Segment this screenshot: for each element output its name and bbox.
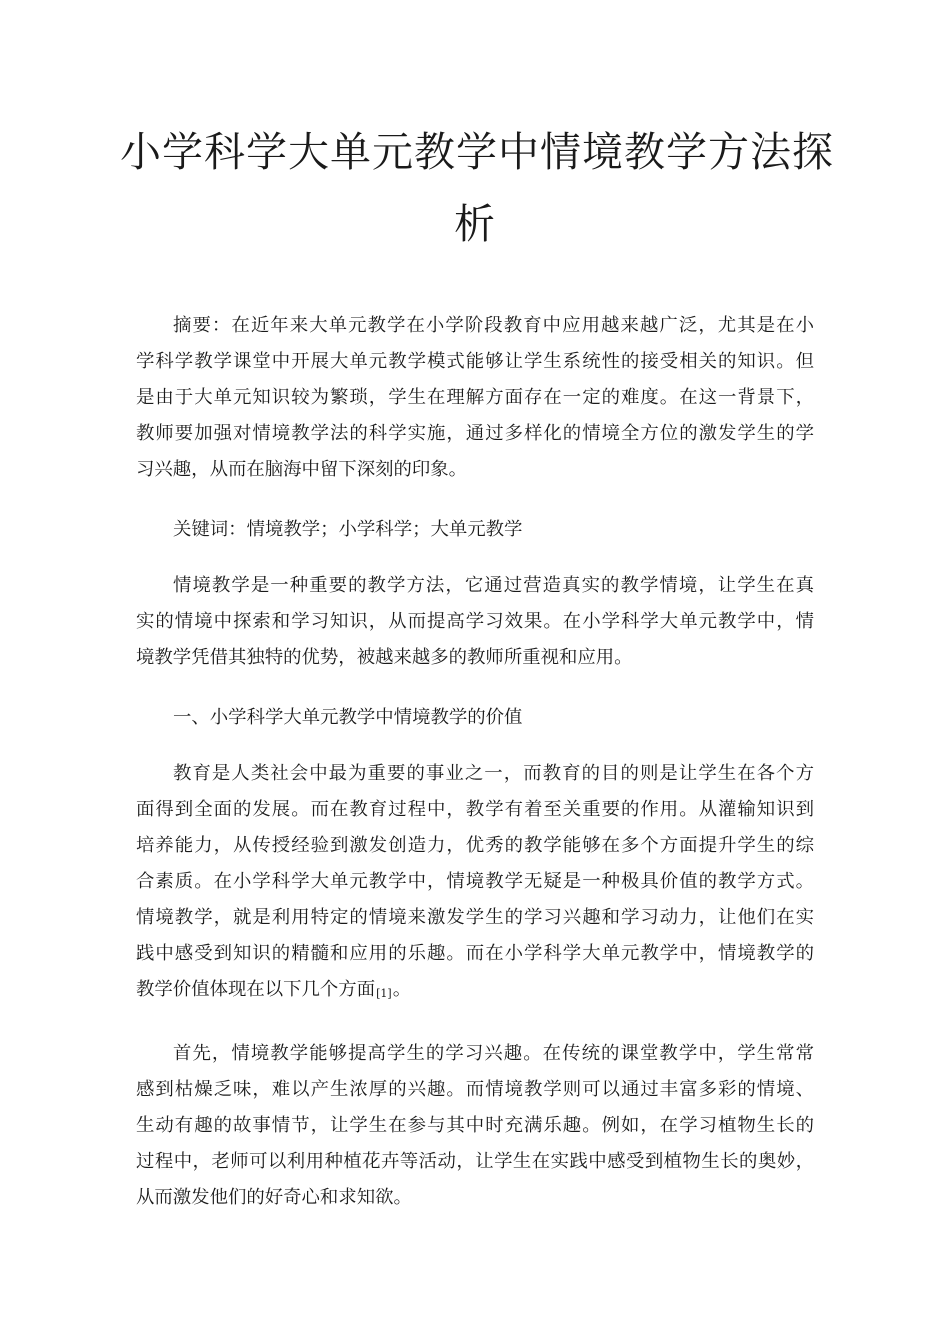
value-line: 合素质。在小学科学大单元教学中，情境教学无疑是一种极具价值的教学方式。 xyxy=(136,871,814,892)
section-heading-text: 一、小学科学大单元教学中情境教学的价值 xyxy=(173,707,523,728)
citation-ref: [1] xyxy=(376,987,392,1000)
value-line: 培养能力，从传授经验到激发创造力，优秀的教学能够在多个方面提升学生的综 xyxy=(136,835,814,856)
first-point-line: 感到枯燥乏味，难以产生浓厚的兴趣。而情境教学则可以通过丰富多彩的情境、 xyxy=(136,1079,814,1100)
document-title xyxy=(120,118,834,258)
intro-line: 实的情境中探索和学习知识，从而提高学习效果。在小学科学大单元教学中，情 xyxy=(136,611,814,632)
abstract-line: 是由于大单元知识较为繁琐，学生在理解方面存在一定的难度。在这一背景下， xyxy=(136,387,814,408)
value-line-last xyxy=(136,972,814,1008)
value-line: 情境教学，就是利用特定的情境来激发学生的学习兴趣和学习动力，让他们在实 xyxy=(136,907,814,928)
intro-paragraph xyxy=(136,568,814,676)
value-line-end: 。 xyxy=(392,979,412,1000)
value-line: 践中感受到知识的精髓和应用的乐趣。而在小学科学大单元教学中，情境教学的 xyxy=(136,943,814,964)
abstract-paragraph xyxy=(136,308,814,488)
first-point-line: 过程中，老师可以利用种植花卉等活动，让学生在实践中感受到植物生长的奥妙， xyxy=(136,1151,814,1172)
first-point-line: 首先，情境教学能够提高学生的学习兴趣。在传统的课堂教学中，学生常常 xyxy=(173,1043,814,1064)
intro-line: 境教学凭借其独特的优势，被越来越多的教师所重视和应用。 xyxy=(136,647,633,668)
value-line-text: 教学价值体现在以下几个方面 xyxy=(136,979,376,1000)
value-paragraph xyxy=(136,756,814,1008)
abstract-line: 教师要加强对情境教学法的科学实施，通过多样化的情境全方位的激发学生的学 xyxy=(136,423,814,444)
first-point-paragraph xyxy=(136,1036,814,1216)
first-point-line: 生动有趣的故事情节，让学生在参与其中时充满乐趣。例如，在学习植物生长的 xyxy=(136,1115,814,1136)
first-point-line: 从而激发他们的好奇心和求知欲。 xyxy=(136,1187,412,1208)
abstract-line: 学科学教学课堂中开展大单元教学模式能够让学生系统性的接受相关的知识。但 xyxy=(136,351,814,372)
title-line-2: 析 xyxy=(454,200,496,248)
keywords-paragraph xyxy=(136,512,814,548)
value-line: 教育是人类社会中最为重要的事业之一，而教育的目的则是让学生在各个方 xyxy=(173,763,814,784)
section-heading xyxy=(136,700,814,736)
keywords-line: 关键词：情境教学；小学科学；大单元教学 xyxy=(173,519,523,540)
title-line-1: 小学科学大单元教学中情境教学方法探 xyxy=(120,128,834,176)
abstract-line: 摘要：在近年来大单元教学在小学阶段教育中应用越来越广泛，尤其是在小 xyxy=(173,315,814,336)
abstract-line: 习兴趣，从而在脑海中留下深刻的印象。 xyxy=(136,459,468,480)
value-line: 面得到全面的发展。而在教育过程中，教学有着至关重要的作用。从灌输知识到 xyxy=(136,799,814,820)
intro-line: 情境教学是一种重要的教学方法，它通过营造真实的教学情境，让学生在真 xyxy=(173,575,814,596)
